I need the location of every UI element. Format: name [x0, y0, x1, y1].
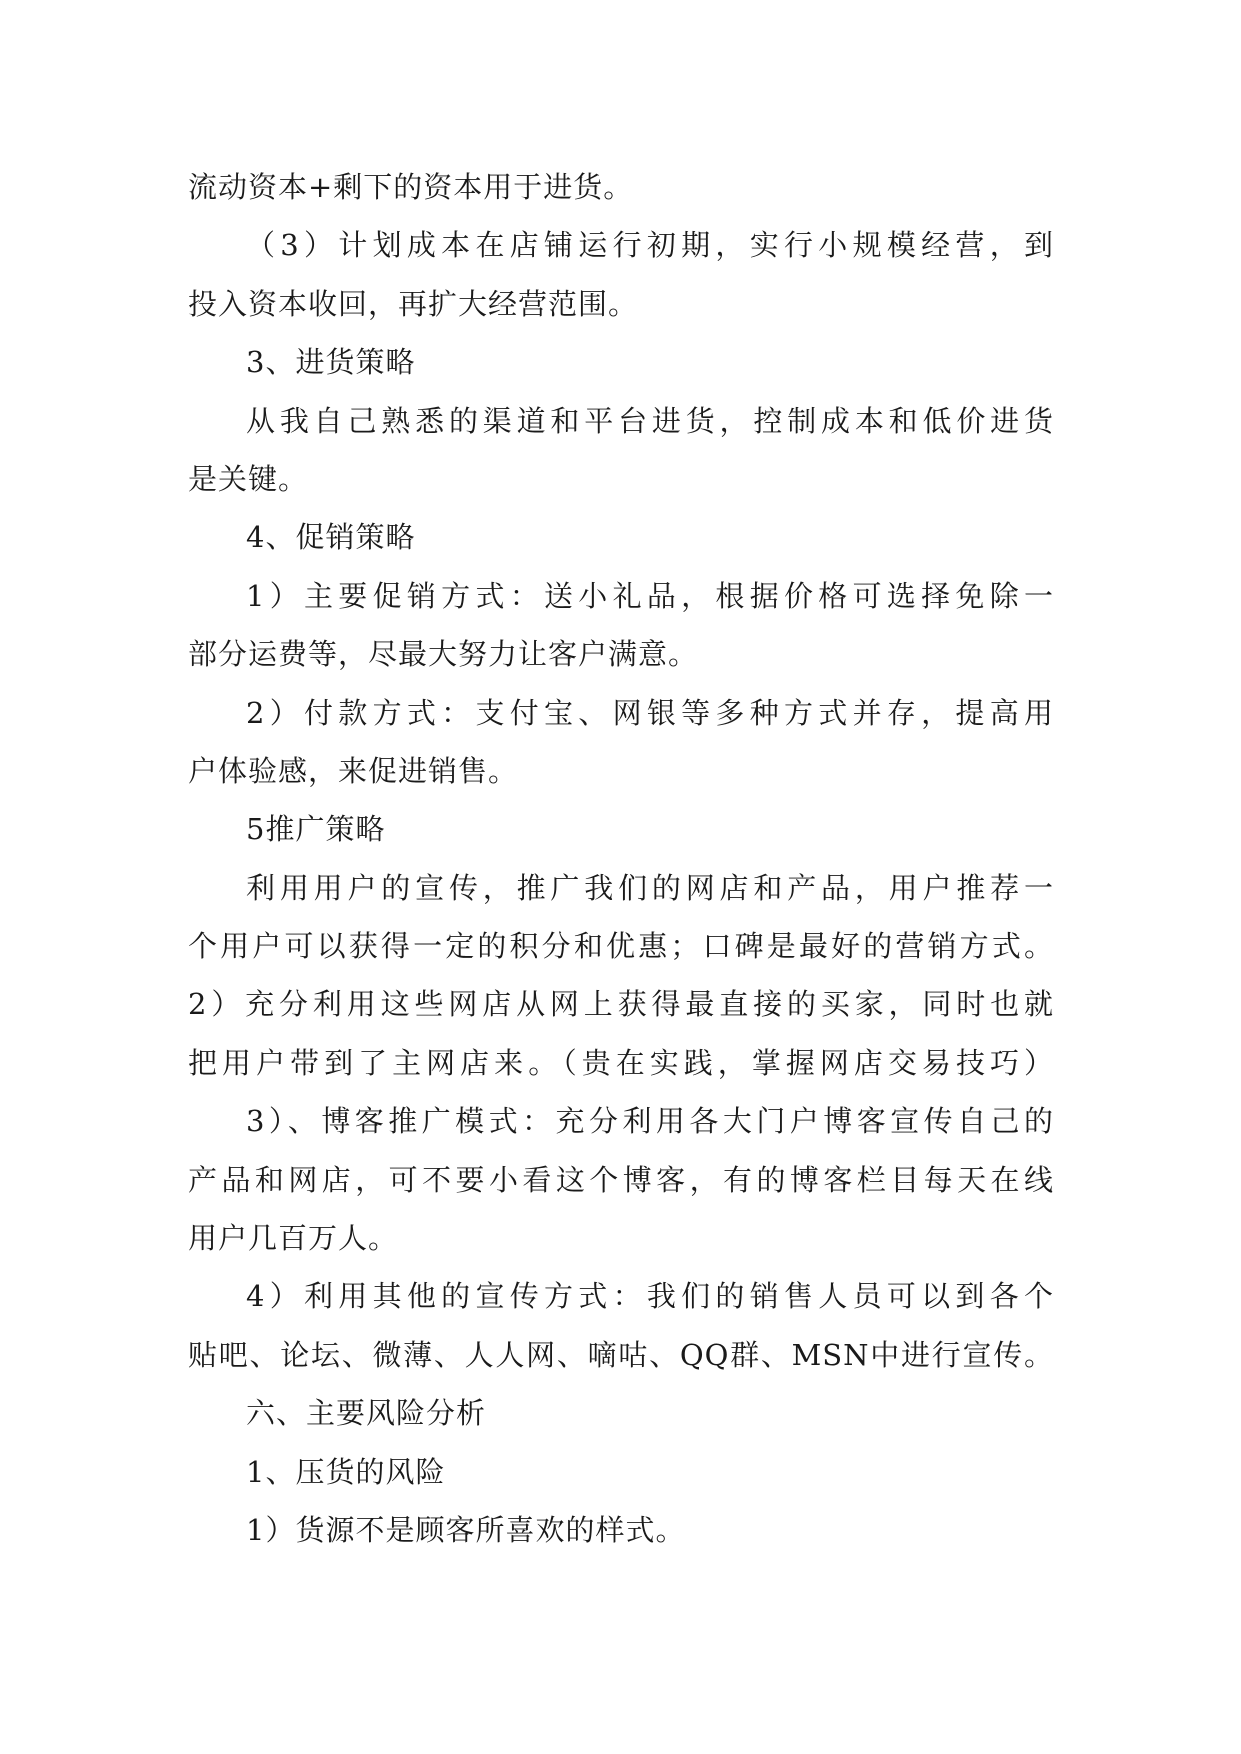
text-line: 部分运费等，尽最大努力让客户满意。 [188, 637, 699, 672]
text-line: 3）、博客推广模式：充分利用各大门户博客宣传自己的 [246, 1104, 1054, 1139]
text-line: 产品和网店，可不要小看这个博客，有的博客栏目每天在线 [188, 1162, 1054, 1197]
text-line: （3）计划成本在店铺运行初期，实行小规模经营，到 [246, 228, 1054, 263]
text-line: 利用用户的宣传，推广我们的网店和产品，用户推荐一 [246, 870, 1054, 905]
text-line: 4）利用其他的宣传方式：我们的销售人员可以到各个 [246, 1279, 1054, 1314]
section-heading: 六、主要风险分析 [246, 1396, 487, 1431]
text-line: 户体验感，来促进销售。 [188, 753, 519, 788]
text-line: 1）主要促销方式：送小礼品，根据价格可选择免除一 [246, 578, 1054, 613]
text-line: 把用户带到了主网店来。（贵在实践，掌握网店交易技巧） [188, 1045, 1054, 1080]
text-line: 1）货源不是顾客所喜欢的样式。 [246, 1512, 686, 1547]
text-line: 流动资本+剩下的资本用于进货。 [188, 170, 634, 204]
section-heading: 5推广策略 [246, 812, 386, 847]
text-line: 从我自己熟悉的渠道和平台进货，控制成本和低价进货 [246, 403, 1054, 438]
text-line: 用户几百万人。 [188, 1221, 399, 1256]
section-heading: 4、促销策略 [246, 520, 416, 555]
text-line: 2）充分利用这些网店从网上获得最直接的买家，同时也就 [188, 987, 1054, 1022]
text-line: 是关键。 [188, 461, 309, 496]
document-body [188, 158, 1054, 1559]
section-heading: 3、进货策略 [246, 345, 416, 380]
text-line: 2）付款方式：支付宝、网银等多种方式并存，提高用 [246, 695, 1054, 730]
text-line: 投入资本收回，再扩大经营范围。 [188, 286, 639, 321]
section-heading: 1、压货的风险 [246, 1454, 446, 1489]
text-line: 贴吧、论坛、微薄、人人网、嘀咕、QQ群、MSN中进行宣传。 [188, 1337, 1054, 1372]
text-line: 个用户可以获得一定的积分和优惠；口碑是最好的营销方式。 [188, 929, 1054, 964]
